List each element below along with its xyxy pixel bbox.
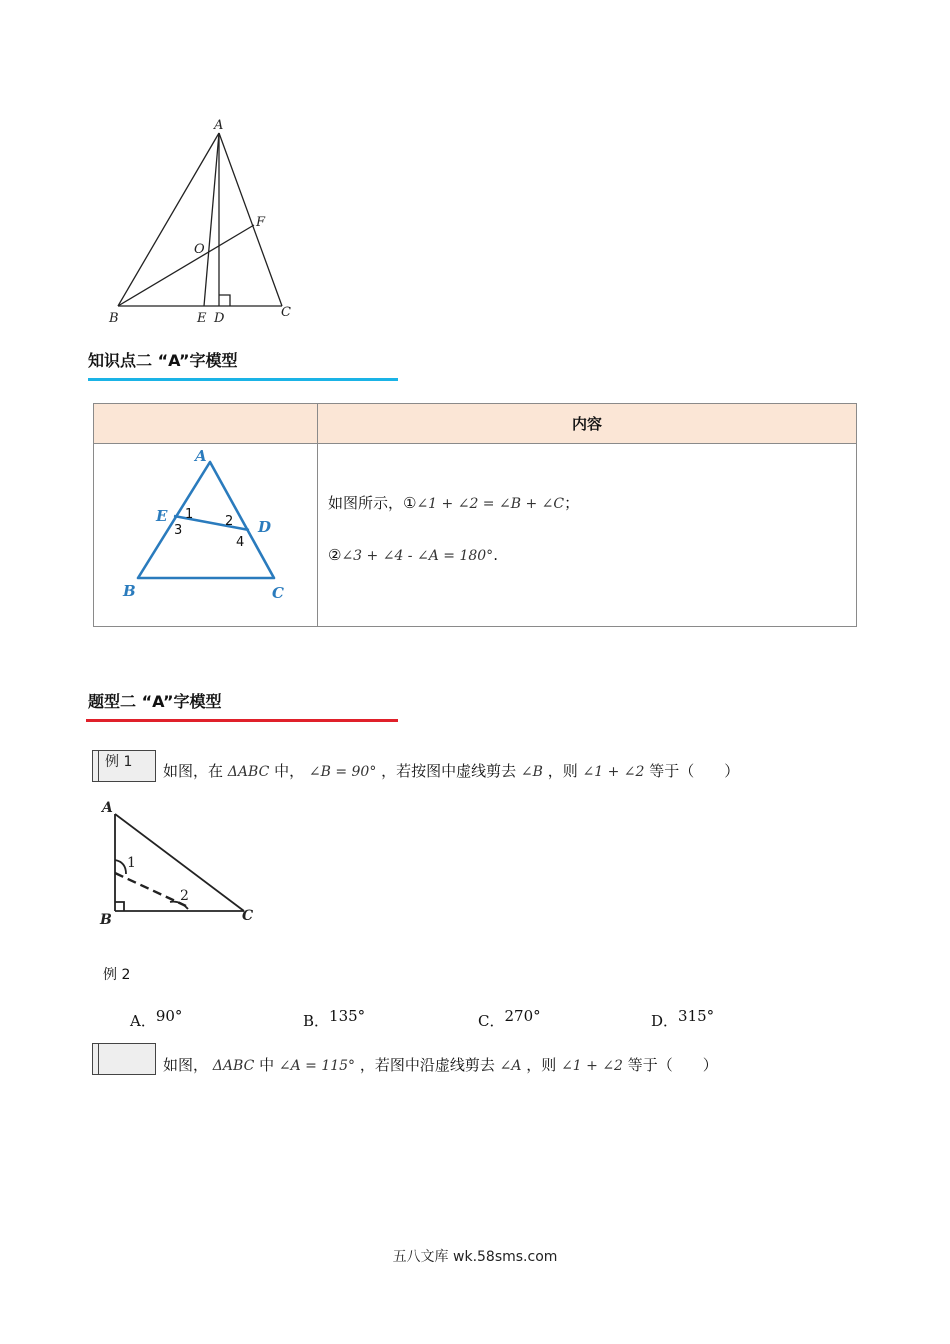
fig2-label-c: C	[272, 584, 284, 602]
ex1-fig-angle-1: 1	[127, 855, 136, 871]
content-line-1-suffix: ；	[564, 494, 580, 512]
option-b	[303, 1007, 366, 1031]
content-line-1-formula: ∠1 + ∠2 = ∠B + ∠C	[416, 496, 565, 512]
ex1-fig-label-b: B	[100, 912, 112, 928]
fig1-label-f: F	[256, 215, 266, 230]
ex1-fig-label-a: A	[102, 800, 113, 816]
table-figure-cell	[94, 444, 318, 627]
ex2-text-5: 等于（ ）	[627, 1056, 718, 1074]
example-2-label: 例 2	[103, 967, 131, 983]
ex1-text-2: 中，	[274, 762, 305, 780]
option-d	[651, 1007, 715, 1031]
option-c	[478, 1007, 541, 1031]
fig1-label-a: A	[214, 118, 224, 133]
table-header-content: 内容	[318, 404, 857, 444]
ex1-formula-angle-b: ∠B = 90°	[308, 764, 377, 780]
option-d-value: 315°	[678, 1007, 715, 1025]
a-shape-triangle-figure	[122, 450, 322, 615]
ex2-text-2: 中	[259, 1056, 275, 1074]
ex2-formula-angle-a: ∠A = 115°	[278, 1058, 356, 1074]
option-d-letter: D．	[651, 1012, 679, 1030]
ex2-text-3: ，若图中沿虚线剪去	[359, 1056, 495, 1074]
option-a-value: 90°	[155, 1007, 183, 1025]
fig1-label-e: E	[197, 311, 207, 326]
option-a	[130, 1007, 183, 1031]
fig2-label-a: A	[195, 450, 207, 465]
fig2-angle-1: 1	[185, 507, 194, 522]
option-b-letter: B．	[303, 1012, 330, 1030]
ex1-formula-triangle: ΔABC	[227, 764, 270, 780]
footer-watermark: 五八文库 wk.58sms.com	[392, 1249, 558, 1265]
ex1-text-3: ，若按图中虚线剪去	[381, 762, 517, 780]
example-1-question	[163, 760, 739, 781]
ex1-text-1: 如图，在	[163, 762, 224, 780]
option-a-letter: A．	[130, 1012, 156, 1030]
heading-underline-blue	[88, 378, 398, 381]
fig2-label-d: D	[258, 518, 272, 536]
ex1-fig-label-c: C	[242, 908, 254, 924]
ex2-text-4: ，则	[526, 1056, 557, 1074]
example-2-question	[163, 1054, 718, 1075]
content-line-1-text: 如图所示，①	[328, 494, 417, 512]
fig2-angle-4: 4	[236, 535, 245, 550]
content-line-2-suffix: .	[493, 546, 498, 564]
content-line-2-formula: ∠3 + ∠4 - ∠A = 180°	[341, 548, 494, 564]
example-1-label: 例 1	[105, 754, 133, 770]
fig1-label-d: D	[214, 311, 225, 326]
table-content-cell	[318, 444, 857, 627]
ex1-fig-angle-2: 2	[180, 888, 189, 904]
geometry-figure-1	[100, 112, 310, 327]
content-line-2-text: ②	[328, 546, 342, 564]
ex1-text-5: 等于（ ）	[649, 762, 740, 780]
knowledge-table	[93, 403, 857, 627]
ex1-formula-sum: ∠1 + ∠2	[582, 764, 645, 780]
example-1-label-box	[92, 750, 156, 782]
fig2-angle-2: 2	[225, 514, 234, 529]
section-heading-knowledge: 知识点二 “A”字模型	[88, 351, 238, 370]
ex2-text-1: 如图，	[163, 1056, 209, 1074]
fig1-label-o: O	[194, 242, 205, 257]
fig1-label-b: B	[109, 311, 119, 326]
example-1-figure	[98, 796, 268, 931]
ex2-formula-a: ∠A	[499, 1058, 522, 1074]
ex2-formula-sum: ∠1 + ∠2	[561, 1058, 623, 1074]
fig2-label-e: E	[156, 507, 168, 525]
fig1-label-c: C	[281, 305, 291, 320]
heading-underline-red	[86, 719, 398, 722]
table-header-left	[94, 404, 318, 444]
ex1-formula-b: ∠B	[520, 764, 543, 780]
fig2-angle-3: 3	[174, 523, 183, 538]
option-c-letter: C．	[478, 1012, 505, 1030]
option-c-value: 270°	[504, 1007, 541, 1025]
content-line-2	[328, 546, 498, 564]
content-line-1	[328, 492, 579, 513]
ex2-formula-triangle: ΔABC	[212, 1058, 255, 1074]
ex1-text-4: ，则	[547, 762, 578, 780]
fig2-label-b: B	[123, 582, 136, 600]
section-heading-question-type: 题型二 “A”字模型	[88, 692, 222, 711]
option-b-value: 135°	[329, 1007, 366, 1025]
example-2-label-box	[92, 1043, 156, 1075]
